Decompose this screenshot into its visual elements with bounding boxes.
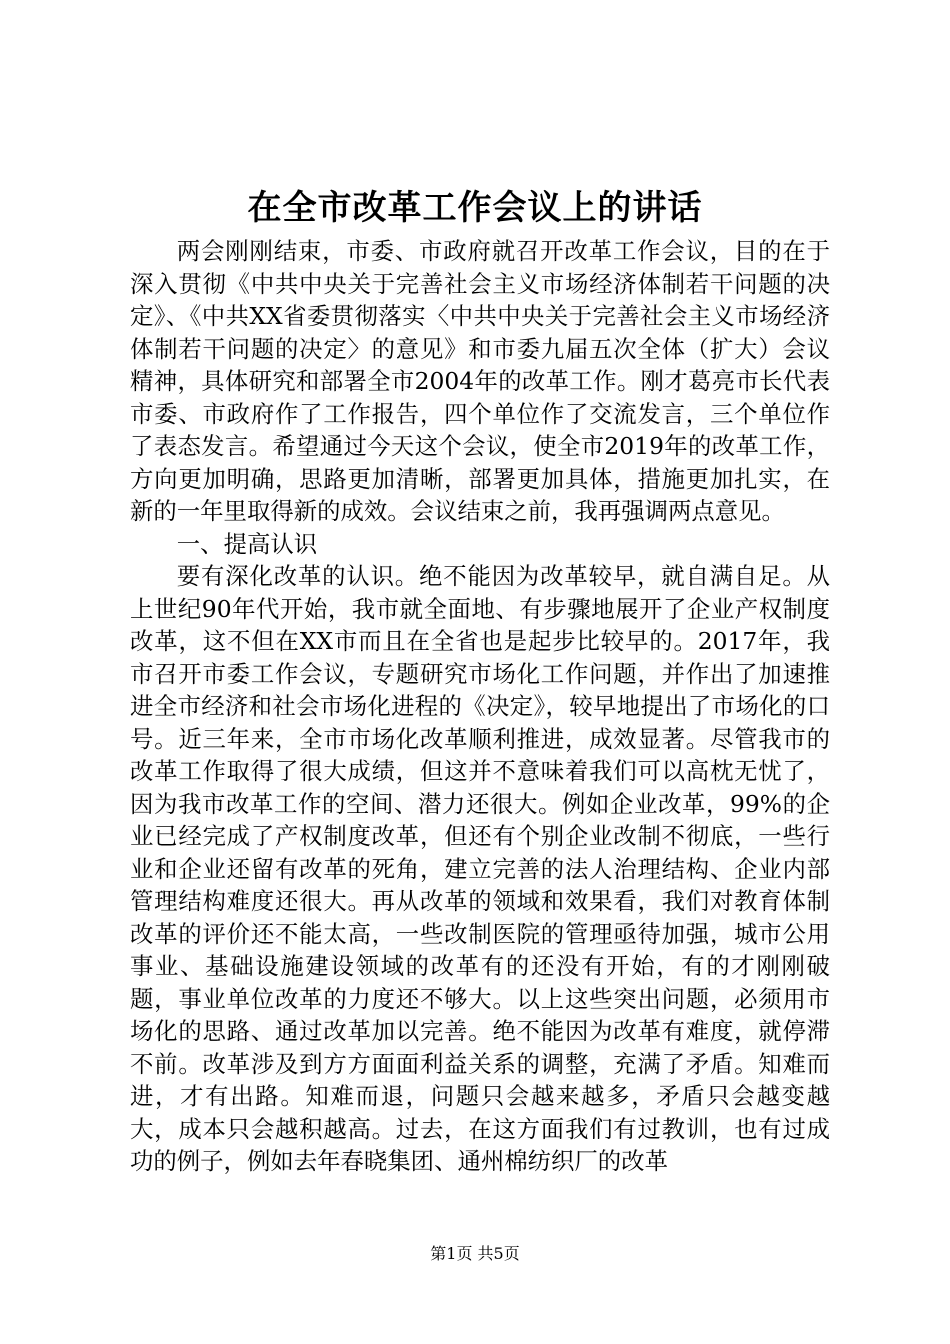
intro-paragraph: 两会刚刚结束，市委、市政府就召开改革工作会议，目的在于深入贯彻《中共中央关于完善社会主义市场经济体制若干问题的决定》、《中共XX省委贯彻落实〈中共中央关于完善社会主义市场经济体制若干问题的决定〉的意见》和市委九届五次全体（扩大）会议精神，具体研究和部署全市2004年的改革工作。刚才葛亮市长代表市委、市政府作了工作报告，四个单位作了交流发言，三个单位作了表态发言。希望通过今天这个会议，使全市2019年的改革工作，方向更加明确，思路更加清晰，部署更加具体，措施更加扎实，在新的一年里取得新的成效。会议结束之前，我再强调两点意见。 (130, 237, 830, 525)
section-heading: 一、提高认识 (176, 529, 318, 558)
page-number-footer: 第1页 共5页 (430, 1244, 520, 1263)
body-paragraph: 要有深化改革的认识。绝不能因为改革较早，就自满自足。从上世纪90年代开始，我市就全面地、有步骤地展开了企业产权制度改革，这不但在XX市而且在全省也是起步比较早的。2017年，我市召开市委工作会议，专题研究市场化工作问题，并作出了加速推进全市经济和社会市场化进程的《决定》，较早地提出了市场化的口号。近三年来，全市市场化改革顺利推进，成效显著。尽管我市的改革工作取得了很大成绩，但这并不意味着我们可以高枕无忧了，因为我市改革工作的空间、潜力还很大。例如企业改革，99%的企业已经完成了产权制度改革，但还有个别企业改制不彻底，一些行业和企业还留有改革的死角，建立完善的法人治理结构、企业内部管理结构难度还很大。再从改革的领域和效果看，我们对教育体制改革的评价还不能太高，一些改制医院的管理亟待加强，城市公用事业、基础设施建设领域的改革有的还没有开始，有的才刚刚破题，事业单位改革的力度还不够大。以上这些突出问题，必须用市场化的思路、通过改革加以完善。绝不能因为改革有难度，就停滞不前。改革涉及到方方面面利益关系的调整，充满了矛盾。知难而进，才有出路。知难而退，问题只会越来越多，矛盾只会越变越大，成本只会越积越高。过去，在这方面我们有过教训，也有过成功的例子，例如去年春晓集团、通州棉纺织厂的改革 (130, 562, 830, 1175)
document-body (130, 235, 830, 1178)
document-title: 在全市改革工作会议上的讲话 (247, 188, 703, 228)
